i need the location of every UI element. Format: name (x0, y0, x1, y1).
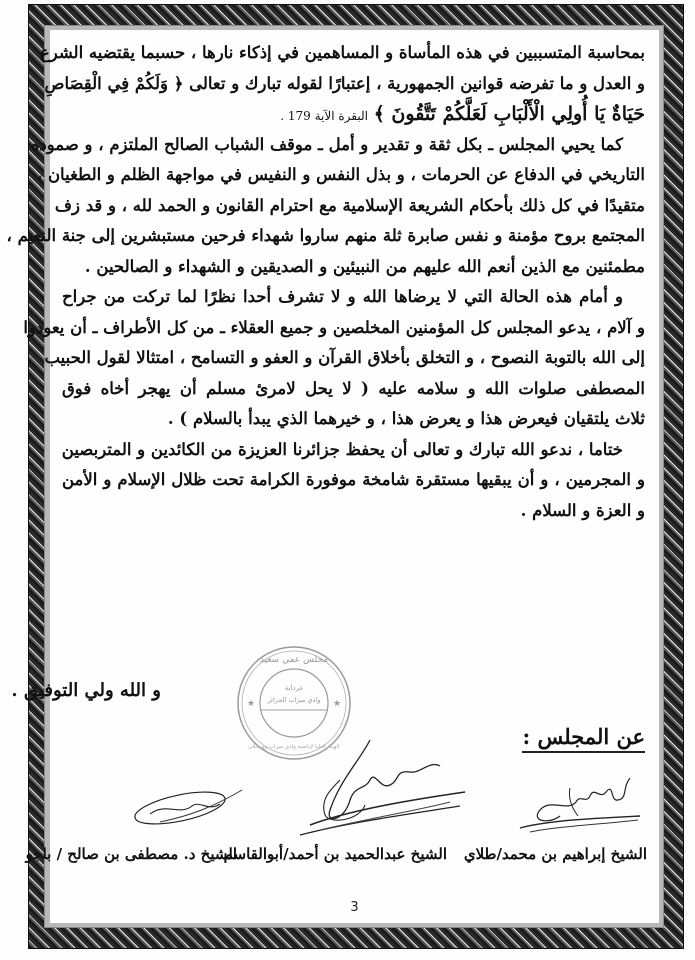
body-line: ختاما ، ندعو الله تبارك و تعالى أن يحفظ جزائرنا العزيزة من الكائدين و المتربصين (61, 439, 623, 459)
document-body (6, 38, 645, 526)
stamp-center-line2: وادي ميزاب الجزائر (267, 696, 321, 704)
body-line: و آلام ، يدعو المجلس كل المؤمنين المخلصين و جميع العقلاء ـ من كل الأطراف ـ أن يعودوا (23, 317, 645, 337)
body-line: كما يحيي المجلس ـ بكل ثقة و تقدير و أمل ـ موقف الشباب الصالح الملتزم ، و صموده (30, 134, 623, 154)
signature-mostafa-badjou (130, 782, 250, 832)
signatory-name-abdelhamid: الشيخ عبدالحميد بن أحمد/أبوالقاسم (223, 845, 447, 863)
quran-verse-line (62, 99, 645, 130)
stamp-center-line1: غرداية (284, 684, 304, 692)
body-line: إلى الله بالتوبة النصوح ، و التخلق بأخلاق القرآن و العفو و التسامح ، امتثالا لقول الحبيب (44, 348, 645, 367)
body-line: مطمئنين مع الذين أنعم الله عليهم من النبيئين و الصديقين و الشهداء و الصالحين . (84, 256, 645, 276)
body-line: متقيدًا في كل ذلك بأحكام الشريعة الإسلامية مع احترام القانون و الحمد لله ، و قد زف (54, 195, 645, 215)
signatories-names (25, 845, 647, 875)
closing-phrase: و الله ولي التوفيق . (11, 680, 161, 701)
signatory-name-ibrahim: الشيخ إبراهيم بن محمد/طلاي (463, 845, 647, 863)
body-line: ثلاث يلتقيان فيعرض هذا و يعرض هذا ، و خيرهما الذي يبدأ بالسلام ) . (167, 409, 645, 428)
signature-abdelhamid-aboulkacem (270, 730, 470, 840)
stamp-outer-text: مجلس عمي سعيد (259, 655, 329, 665)
quran-verse: حَيَاةٌ يَا أُولِي الْأَلْبَابِ لَعَلَّكُمْ تَتَّقُونَ ﴾ (373, 103, 645, 125)
stamp-bottom-text: الهيئة العليا لإباضية وادي ميزاب وورجلان (248, 744, 340, 750)
page-number: 3 (350, 900, 359, 915)
body-line: المصطفى صلوات الله و سلامه عليه ( لا يحل لامرئ مسلم أن يهجر أخاه فوق (62, 378, 645, 398)
body-line: التاريخي في الدفاع عن الحرمات ، و بذل النفس و النفيس في مواجهة الظلم و الطغيان ، (36, 165, 645, 184)
quran-reference: البقرة الآية 179 . (280, 109, 368, 123)
signature-ibrahim-talai (510, 768, 650, 838)
on-behalf-of-council-label: عن المجلس : (522, 724, 645, 753)
body-line: و العزة و السلام . (520, 500, 645, 520)
svg-text:★: ★ (247, 699, 256, 709)
signatory-name-mostafa: الشيخ د. مصطفى بن صالح / باجو (25, 845, 237, 863)
body-line: المجتمع بروح مؤمنة و نفس صابرة ثلة منهم ساروا شهداء فرحين مستبشرين إلى جنة النعيم ، (6, 226, 645, 245)
body-line: و أمام هذه الحالة التي لا يرضاها الله و لا تشرف أحدا نظرًا لما تركت من جراح (62, 287, 623, 306)
body-line: و العدل و ما تفرضه قوانين الجمهورية ، إعتبارًا لقوله تبارك و تعالى ﴿ وَلَكُمْ فِي الْقِصَاصِ (44, 73, 645, 93)
body-line: بمحاسبة المتسببين في هذه المأساة و المساهمين في إذكاء نارها ، حسبما يقتضيه الشرع (39, 43, 645, 62)
body-line: و المجرمين ، و أن يبقيها مستقرة شامخة موفورة الكرامة تحت ظلال الإسلام و الأمن (62, 470, 645, 489)
document-page (6, 30, 659, 923)
svg-text:★: ★ (333, 699, 342, 709)
